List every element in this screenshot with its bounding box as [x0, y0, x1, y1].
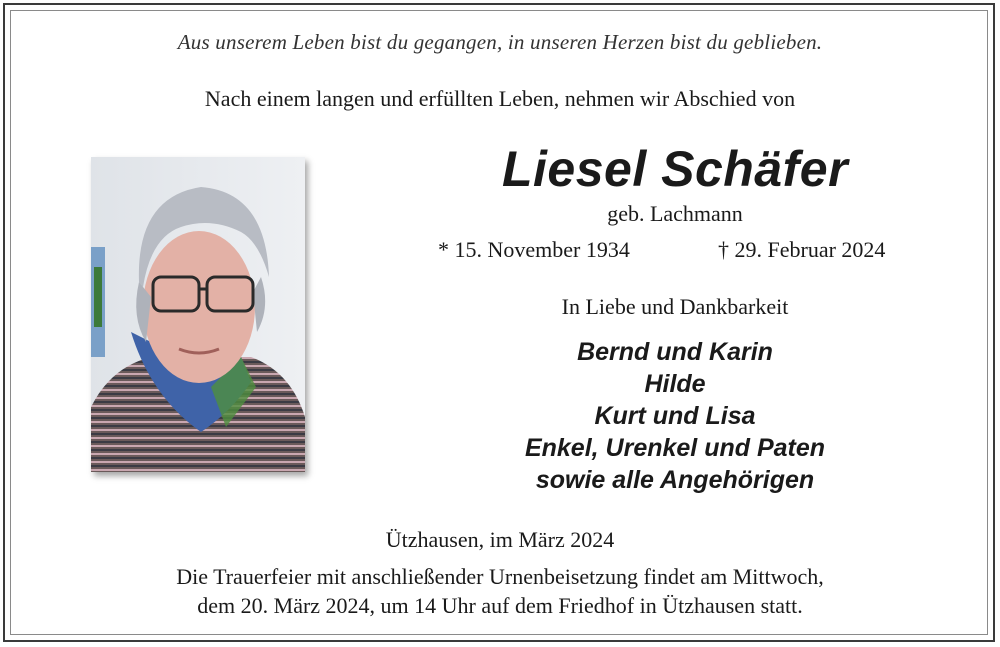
birth-date: * 15. November 1934 [438, 237, 630, 262]
mourner-item: Bernd und Karin [577, 338, 773, 366]
mourner-item: Enkel, Urenkel und Paten [524, 434, 826, 462]
ceremony-line: Die Trauerfeier mit anschließender Urnenbeisetzung findet am Mittwoch, [176, 564, 824, 589]
deceased-name: Liesel Schäfer [501, 141, 849, 197]
ceremony-info [0, 562, 1000, 620]
death-date: † 29. Februar 2024 [718, 237, 886, 262]
intro-text: Nach einem langen und erfüllten Leben, nehmen wir Abschied von [204, 86, 796, 111]
mourner-item: Kurt und Lisa [594, 402, 756, 430]
birth-name: geb. Lachmann [607, 201, 743, 226]
motto: Aus unserem Leben bist du gegangen, in unseren Herzen bist du geblieben. [177, 30, 823, 54]
place-date: Ützhausen, im März 2024 [385, 527, 615, 552]
dedication: In Liebe und Dankbarkeit [561, 294, 789, 319]
mourner-item: sowie alle Angehörigen [535, 466, 815, 494]
portrait-illustration [91, 157, 305, 472]
mourner-item: Hilde [644, 370, 706, 398]
mourners-list [420, 336, 930, 496]
ceremony-line: dem 20. März 2024, um 14 Uhr auf dem Friedhof in Ützhausen statt. [197, 593, 803, 618]
portrait-photo [91, 157, 305, 472]
